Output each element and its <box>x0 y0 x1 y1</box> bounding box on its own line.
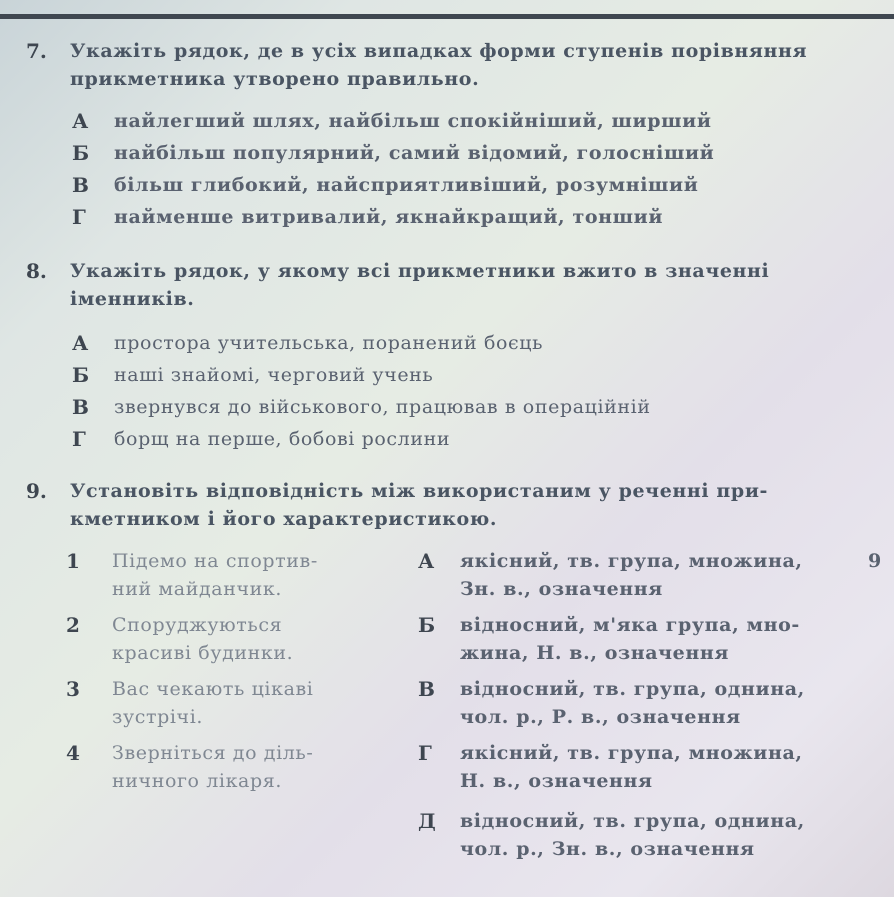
match-right-d-line-2: Н. в., означення <box>460 770 653 792</box>
question-8-option-d-letter: Г <box>72 427 86 451</box>
question-7-option-a-letter: А <box>72 109 89 133</box>
question-7-stem-line-1: Укажіть рядок, де в усіх випадках форми ступенів порівняння <box>70 40 808 62</box>
question-7-option-c-letter: В <box>72 173 89 197</box>
match-right-e-line-2: чол. р., Зн. в., означення <box>460 838 755 860</box>
question-8-number: 8. <box>26 259 47 283</box>
match-left-2-line-2: красиві будинки. <box>112 642 294 664</box>
match-right-c-line-2: чол. р., Р. в., означення <box>460 706 741 728</box>
match-right-b-letter: Б <box>418 613 436 637</box>
match-right-d-letter: Г <box>418 741 432 765</box>
match-right-e-line-1: відносний, тв. група, однина, <box>460 810 805 832</box>
match-left-4-number: 4 <box>66 741 80 765</box>
question-7-number: 7. <box>26 39 47 63</box>
match-right-b-line-1: відносний, м'яка група, мно- <box>460 614 800 636</box>
match-left-4-line-2: ничного лікаря. <box>112 770 282 792</box>
match-left-3-number: 3 <box>66 677 80 701</box>
question-8-stem-line-2: іменників. <box>70 288 195 310</box>
question-7-option-b-letter: Б <box>72 141 90 165</box>
question-7-option-d-text: найменше витривалий, якнайкращий, тонший <box>114 206 664 228</box>
question-7-stem-line-2: прикметника утворено правильно. <box>70 68 480 90</box>
question-8-option-c-text: звернувся до військового, працював в операційній <box>114 396 651 418</box>
match-right-c-line-1: відносний, тв. група, однина, <box>460 678 805 700</box>
match-right-d-line-1: якісний, тв. група, множина, <box>460 742 803 764</box>
question-8-option-a-text: простора учительська, поранений боєць <box>114 332 544 354</box>
match-left-3-line-2: зустрічі. <box>112 706 204 728</box>
question-9-stem-line-1: Установіть відповідність між використаним у реченні при- <box>70 480 768 502</box>
question-8-option-d-text: борщ на перше, бобові рослини <box>114 428 451 450</box>
match-left-2-line-1: Споруджуються <box>112 614 283 636</box>
match-right-e-letter: Д <box>418 809 436 833</box>
match-left-2-number: 2 <box>66 613 80 637</box>
match-right-a-line-2: Зн. в., означення <box>460 578 663 600</box>
match-left-3-line-1: Вас чекають цікаві <box>112 678 314 700</box>
match-left-1-number: 1 <box>66 549 80 573</box>
question-8-option-b-letter: Б <box>72 363 90 387</box>
question-7-option-d-letter: Г <box>72 205 86 229</box>
question-8-option-a-letter: А <box>72 331 89 355</box>
match-left-1-line-1: Підемо на спортив- <box>112 550 318 572</box>
question-7-option-c-text: більш глибокий, найсприятливіший, розумніший <box>114 174 699 196</box>
question-7-option-b-text: найбільш популярний, самий відомий, голосніший <box>114 142 715 164</box>
match-right-a-line-1: якісний, тв. група, множина, <box>460 550 803 572</box>
question-8-option-c-letter: В <box>72 395 89 419</box>
match-right-a-letter: А <box>418 549 435 573</box>
question-9-number: 9. <box>26 479 47 503</box>
question-8-option-b-text: наші знайомі, черговий учень <box>114 364 434 386</box>
match-left-4-line-1: Зверніться до діль- <box>112 742 314 764</box>
match-right-b-line-2: жина, Н. в., означення <box>460 642 730 664</box>
edge-cutoff-number: 9 <box>868 550 882 572</box>
match-right-c-letter: В <box>418 677 435 701</box>
question-7-option-a-text: найлегший шлях, найбільш спокійніший, ширший <box>114 110 712 132</box>
match-left-1-line-2: ний майданчик. <box>112 578 283 600</box>
question-8-stem-line-1: Укажіть рядок, у якому всі прикметники вжито в значенні <box>70 260 770 282</box>
question-9-stem-line-2: кметником і його характеристикою. <box>70 508 498 530</box>
